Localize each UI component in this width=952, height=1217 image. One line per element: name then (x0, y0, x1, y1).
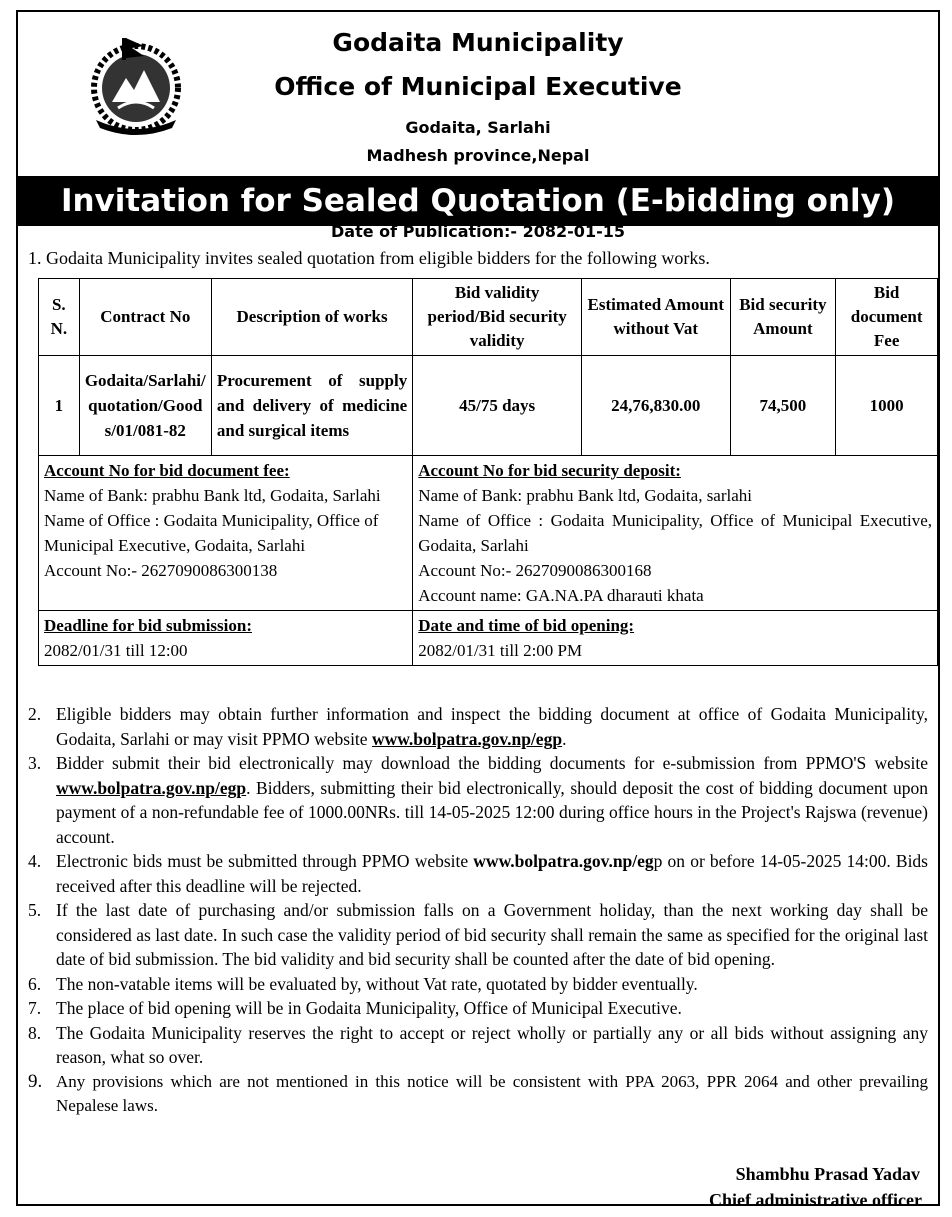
list-item (28, 1070, 928, 1119)
security-account-title: Account No for bid security deposit: (418, 461, 681, 480)
publication-date: Date of Publication:- 2082-01-15 (331, 222, 625, 241)
list-item (28, 972, 928, 997)
fee-account-bank: Name of Bank: prabhu Bank ltd, Godaita, Sarlahi (44, 486, 381, 505)
bid-table (38, 278, 938, 666)
list-item (28, 1021, 928, 1070)
cell-security: 74,500 (730, 356, 836, 456)
header-estimate: Estimated Amount without Vat (582, 279, 730, 356)
list-item (28, 702, 928, 751)
fee-account-office: Name of Office : Godaita Municipality, Office of Municipal Executive, Godaita, Sarlahi (44, 511, 379, 555)
ppmo-link[interactable]: www.bolpatra.gov.np/eg (473, 851, 654, 871)
fee-account-cell (39, 456, 413, 611)
header-sn: S. N. (39, 279, 80, 356)
intro-text: Godaita Municipality invites sealed quotation from eligible bidders for the following works. (46, 248, 710, 268)
security-account-name: Account name: GA.NA.PA dharauti khata (418, 586, 704, 605)
item-number: 3. (28, 753, 42, 773)
security-account-cell (413, 456, 938, 611)
item-number: 4. (28, 851, 42, 871)
table-header-row (39, 279, 938, 356)
cell-validity: 45/75 days (413, 356, 582, 456)
province-line: Madhesh province,Nepal (366, 146, 590, 165)
ppmo-link[interactable]: www.bolpatra.gov.np/egp (56, 777, 247, 798)
security-account-bank: Name of Bank: prabhu Bank ltd, Godaita, sarlahi (418, 486, 753, 505)
header-validity: Bid validity period/Bid security validity (413, 279, 582, 356)
item-text: Any provisions which are not mentioned in this notice will be consistent with PPA 2063, PPR 2064 and other prevailing Nepalese laws. (56, 1071, 928, 1115)
item-text: Eligible bidders may obtain further information and inspect the bidding document at office of Godaita Municipality, Godaita, Sarlahi or may visit PPMO website (56, 704, 928, 749)
notice-page (16, 10, 940, 1210)
item-text: Electronic bids must be submitted through PPMO website (56, 851, 474, 871)
item-text: The non-vatable items will be evaluated by, without Vat rate, quotated by bidder eventually. (56, 973, 698, 994)
deadline-title: Deadline for bid submission: (44, 616, 252, 635)
deadline-cell (39, 611, 413, 666)
item-text-end: . Bidders, submitting their bid electronically, should deposit the cost of bidding document upon payment of a non-refundable fee of 1000.00NRs. till 14-05-2025 12:00 during office hours in the Project's Rajswa (revenue) account. (56, 777, 928, 847)
fee-account-title: Account No for bid document fee: (44, 461, 290, 480)
security-account-office: Name of Office : Godaita Municipality, Office of Municipal Executive, Godaita, Sarlahi (418, 511, 932, 555)
ppmo-link[interactable]: www.bolpatra.gov.np/egp (371, 728, 563, 749)
item-number: 8. (28, 1022, 42, 1043)
deadline-value: 2082/01/31 till 12:00 (44, 641, 188, 660)
item-text: If the last date of purchasing and/or submission falls on a Government holiday, than the next working day shall be considered as last date. In such case the validity period of bid security shall remain the same as specified for the original last date of bid submission. The bid validity and bid security shall be counted after the date of bid opening. (56, 900, 928, 969)
notice-items (28, 702, 928, 1119)
item-text-end: . (562, 728, 567, 749)
org-title: Godaita Municipality (332, 28, 624, 57)
table-row (39, 356, 938, 456)
item-text: The place of bid opening will be in Godaita Municipality, Office of Municipal Executive. (56, 998, 682, 1018)
opening-value: 2082/01/31 till 2:00 PM (418, 641, 583, 660)
location-line: Godaita, Sarlahi (405, 118, 551, 137)
signatory-name: Shambhu Prasad Yadav (735, 1164, 920, 1184)
intro-number: 1. (28, 248, 42, 268)
opening-title: Date and time of bid opening: (418, 616, 635, 635)
list-item (28, 849, 928, 898)
signatory-title: Chief administrative officer (709, 1190, 922, 1210)
item-number: 5. (28, 900, 42, 920)
list-item (28, 996, 928, 1021)
cell-contract: Godaita/Sarlahi/quotation/Goods/01/081-82 (79, 356, 211, 456)
cell-estimate: 24,76,830.00 (582, 356, 730, 456)
item-number: 7. (28, 998, 42, 1018)
list-item (28, 751, 928, 849)
accounts-row (39, 456, 938, 611)
item-text-end: p on or before 14-05-2025 14:00. Bids received after this deadline will be rejected. (56, 851, 928, 896)
intro-paragraph (28, 248, 710, 269)
header-contract: Contract No (79, 279, 211, 356)
cell-sn: 1 (39, 356, 80, 456)
item-number: 9. (28, 1070, 43, 1092)
list-item (28, 898, 928, 972)
item-number: 2. (28, 704, 42, 724)
fee-account-number: Account No:- 2627090086300138 (44, 561, 278, 580)
cell-fee: 1000 (836, 356, 938, 456)
cell-description: Procurement of supply and delivery of medicine and surgical items (211, 356, 412, 456)
header-fee: Bid document Fee (836, 279, 938, 356)
header-description: Description of works (211, 279, 412, 356)
item-text: The Godaita Municipality reserves the right to accept or reject wholly or partially any or all bids without assigning any reason, what so over. (56, 1022, 928, 1067)
header-security: Bid security Amount (730, 279, 836, 356)
opening-cell (413, 611, 938, 666)
item-text: Bidder submit their bid electronically may download the bidding documents for e-submission from PPMO'S website (56, 753, 928, 773)
security-account-number: Account No:- 2627090086300168 (418, 561, 652, 580)
item-number: 6. (28, 973, 42, 994)
notice-banner: Invitation for Sealed Quotation (E-bidding only) (18, 176, 938, 226)
office-title: Office of Municipal Executive (274, 72, 682, 101)
dates-row (39, 611, 938, 666)
